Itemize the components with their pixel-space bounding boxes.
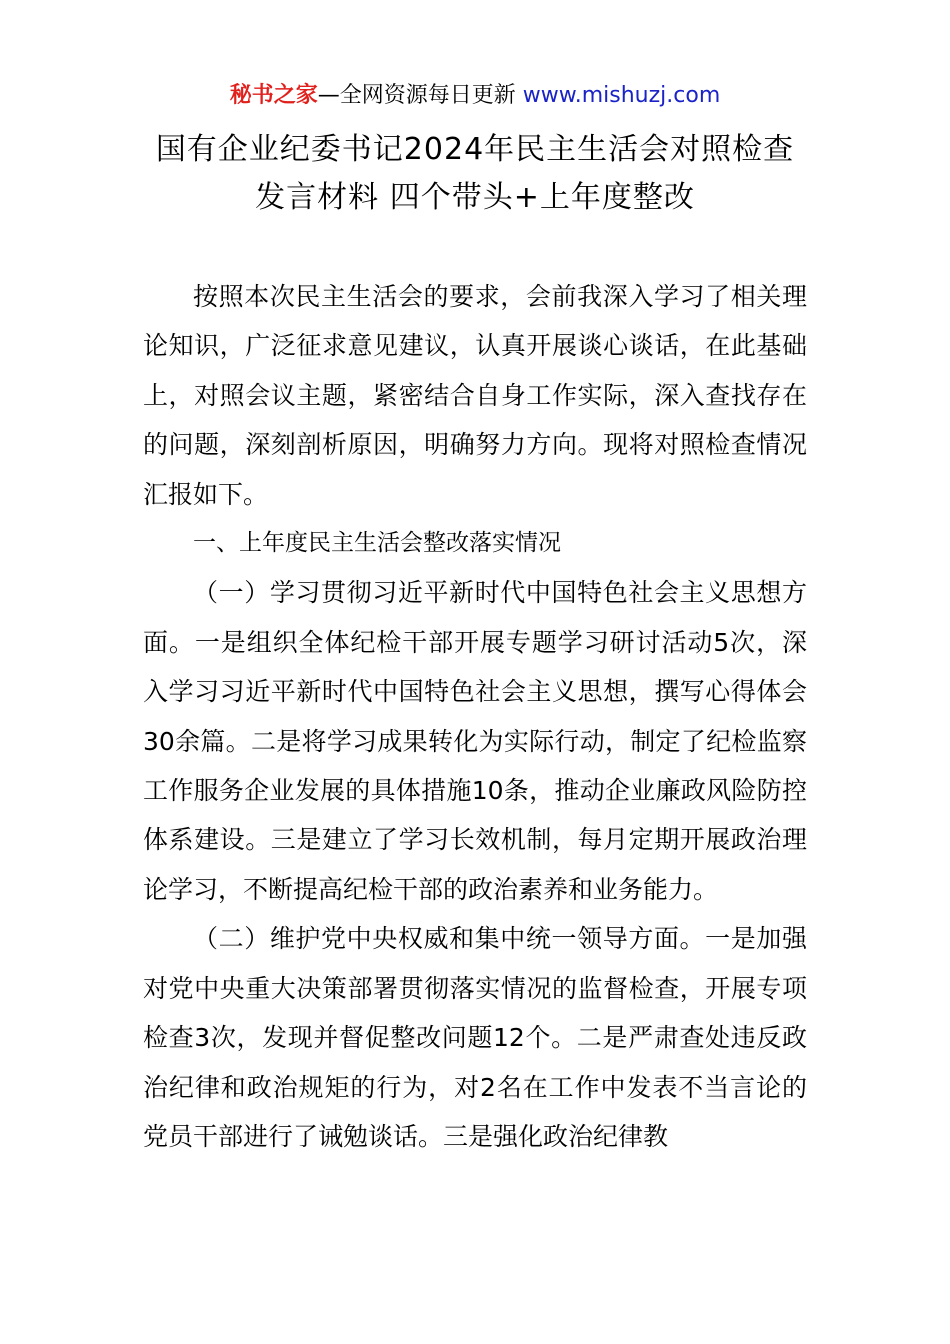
- site-url-link[interactable]: www.mishuzj.com: [522, 83, 721, 108]
- paragraph-authority: （二）维护党中央权威和集中统一领导方面。一是加强对党中央重大决策部署贯彻落实情况的监督检查，开展专项检查3次，发现并督促整改问题12个。二是严肃查处违反政治纪律和政治规矩的行为，对2名在工作中发表不当言论的党员干部进行了诫勉谈话。三是强化政治纪律教: [143, 924, 807, 1151]
- site-header: [0, 80, 950, 112]
- title-line-1: 国有企业纪委书记2024年民主生活会对照检查: [155, 132, 795, 167]
- paragraph-study: （一）学习贯彻习近平新时代中国特色社会主义思想方面。一是组织全体纪检干部开展专题学习研讨活动5次，深入学习习近平新时代中国特色社会主义思想，撰写心得体会30余篇。二是将学习成果转化为实际行动，制定了纪检监察工作服务企业发展的具体措施10条，推动企业廉政风险防控体系建设。三是建立了学习长效机制，每月定期开展政治理论学习，不断提高纪检干部的政治素养和业务能力。: [143, 578, 807, 904]
- title-line-2: 发言材料 四个带头+上年度整改: [255, 180, 695, 215]
- document-title: [80, 126, 870, 222]
- site-tagline: —全网资源每日更新: [317, 83, 523, 108]
- site-name: 秘书之家: [229, 83, 318, 108]
- document-body: [143, 272, 807, 1161]
- intro-paragraph: 按照本次民主生活会的要求，会前我深入学习了相关理论知识，广泛征求意见建议，认真开展谈心谈话，在此基础上，对照会议主题，紧密结合自身工作实际，深入查找存在的问题，深刻剖析原因，明确努力方向。现将对照检查情况汇报如下。: [143, 282, 807, 509]
- section-heading: 一、上年度民主生活会整改落实情况: [193, 530, 561, 557]
